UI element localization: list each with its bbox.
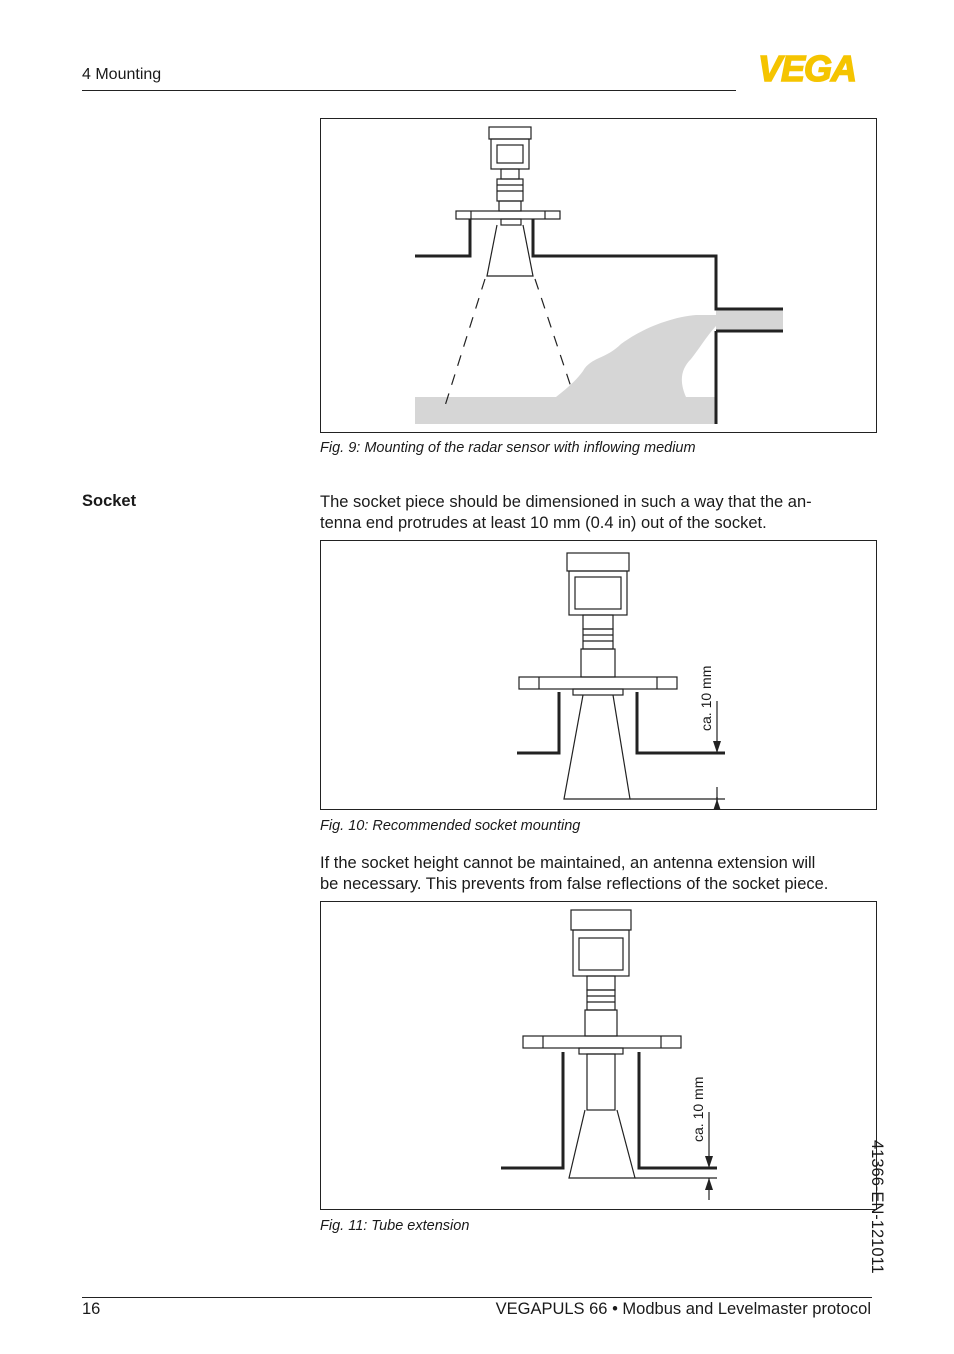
document-number: 41366-EN-121011 [868, 1140, 886, 1274]
figure-11-dimension-label: ca. 10 mm [690, 1076, 706, 1142]
socket-paragraph-2-line-1: If the socket height cannot be maintained, an antenna extension will [320, 854, 816, 872]
figure-10-socket-mounting [320, 540, 877, 810]
socket-paragraph-2-line-2: be necessary. This prevents from false reflections of the socket piece. [320, 875, 829, 893]
svg-text:VEGA: VEGA [757, 52, 857, 84]
vega-logo [741, 52, 873, 84]
figure-9-inflowing-medium [320, 118, 877, 433]
page-number: 16 [82, 1300, 101, 1318]
socket-paragraph-1-line-1: The socket piece should be dimensioned in such a way that the an- [320, 493, 812, 511]
socket-paragraph-2 [320, 853, 876, 895]
figure-10-dimension-label: ca. 10 mm [698, 665, 714, 731]
socket-heading: Socket [82, 492, 137, 510]
figure-10-caption: Fig. 10: Recommended socket mounting [320, 818, 581, 834]
figure-11-tube-extension [320, 901, 877, 1210]
socket-paragraph-1-line-2: tenna end protrudes at least 10 mm (0.4 in) out of the socket. [320, 514, 767, 532]
header-section-title: 4 Mounting [82, 66, 162, 83]
footer-rule [82, 1297, 872, 1298]
figure-11-caption: Fig. 11: Tube extension [320, 1218, 470, 1234]
socket-paragraph-1 [320, 492, 876, 534]
figure-9-caption: Fig. 9: Mounting of the radar sensor with inflowing medium [320, 440, 696, 456]
footer-title: VEGAPULS 66 • Modbus and Levelmaster protocol [495, 1300, 871, 1318]
header-rule [82, 90, 736, 91]
